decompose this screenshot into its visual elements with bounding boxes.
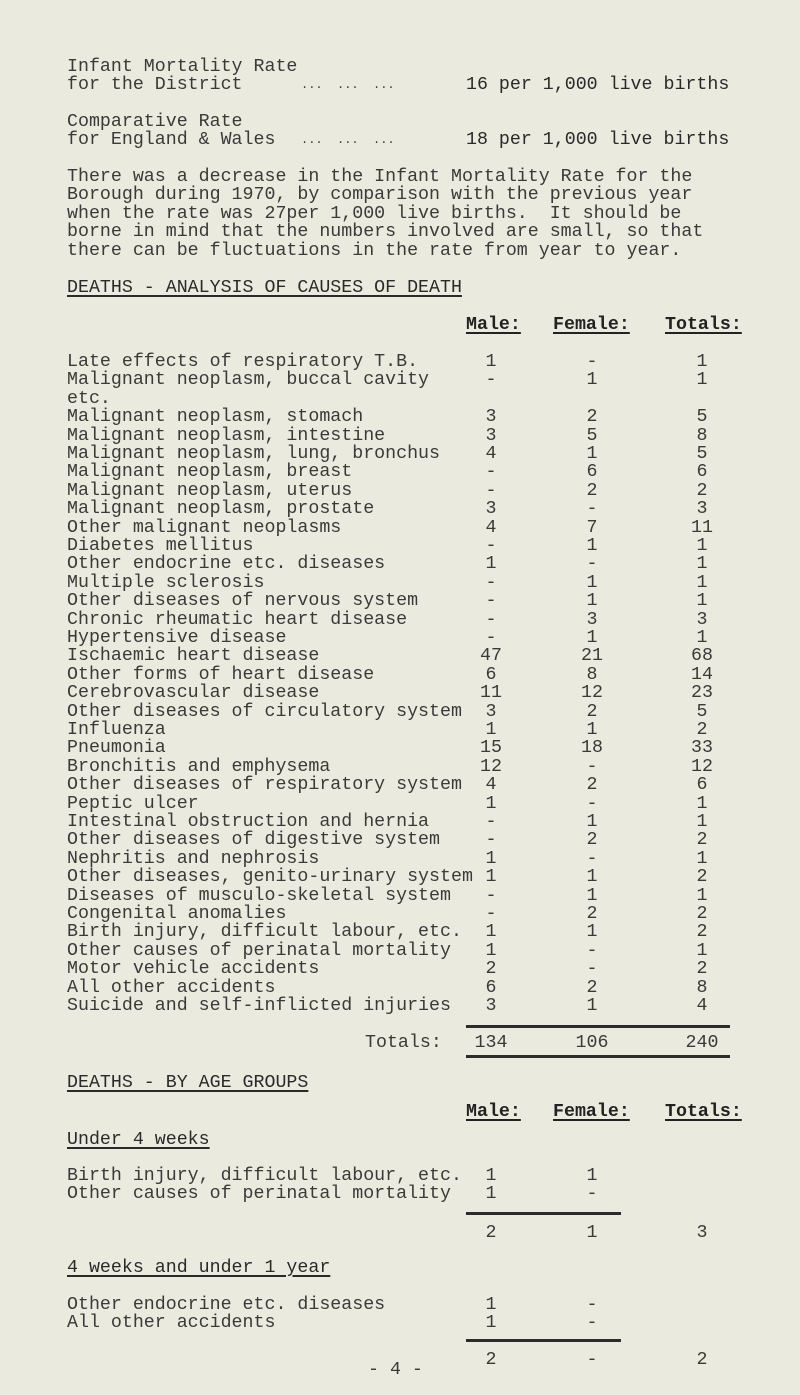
cause-label: Diabetes mellitus [67,536,254,556]
male-count: - [485,591,497,612]
total-count: 5 [696,407,708,428]
male-count: 1 [485,1184,497,1205]
cause-label: Motor vehicle accidents [67,959,320,980]
cause-label: Other diseases of nervous system [67,591,419,612]
cause-label: Other diseases of respiratory system [67,775,462,796]
cause-label: Other malignant neoplasms [67,517,342,538]
total-count: 2 [696,830,708,851]
total-count: 2 [696,480,708,501]
total-count: 1 [696,885,708,906]
cause-label: Other causes of perinatal mortality [67,1184,451,1205]
male-count: 1 [485,867,497,888]
male-count: - [485,885,497,906]
subtotal-male: 2 [485,1350,497,1370]
male-count: - [485,830,497,851]
total-count: 1 [696,352,708,372]
female-count: 3 [586,609,598,630]
cause-label: Other diseases of circulatory system [67,701,462,722]
divider [466,1212,621,1215]
paragraph-line: borne in mind that the numbers involved are small, so that [67,222,704,243]
cause-label-continued: etc. [67,388,111,409]
total-count: 2 [696,904,708,924]
female-count: 2 [586,904,598,924]
subtotal-total: 3 [696,1223,708,1243]
col-header-female: Female: [553,315,630,335]
total-count: 1 [696,628,708,648]
cause-label: Malignant neoplasm, prostate [67,499,375,520]
male-count: - [485,462,497,483]
subtotal-total: 2 [696,1350,708,1370]
female-count: 1 [586,996,598,1016]
total-count: 12 [691,756,713,777]
male-count: 1 [485,720,497,740]
female-count: - [586,554,598,575]
total-count: 2 [696,867,708,888]
total-count: 1 [696,848,708,869]
female-count: 2 [586,407,598,428]
divider [466,1025,730,1028]
causes-heading: DEATHS - ANALYSIS OF CAUSES OF DEATH [67,278,462,298]
female-count: - [586,499,598,520]
male-count: 1 [485,922,497,943]
female-count: 12 [581,683,603,704]
cause-label: Other diseases, genito-urinary system [67,867,473,888]
cause-label: Other endocrine etc. diseases [67,1295,386,1315]
male-count: - [485,812,497,832]
total-count: 2 [696,922,708,943]
female-count: 1 [586,370,598,391]
male-count: 1 [485,793,497,814]
cause-label: Chronic rheumatic heart disease [67,609,408,630]
male-count: 1 [485,848,497,869]
cause-label: Bronchitis and emphysema [67,756,331,777]
total-count: 8 [696,977,708,998]
total-count: 68 [691,646,713,667]
male-count: - [485,370,497,391]
cause-label: Peptic ulcer [67,793,199,814]
cause-label: Cerebrovascular disease [67,683,320,704]
cause-label: Other endocrine etc. diseases [67,554,386,575]
district-rate-label-2: for the District [67,75,243,95]
totals-label: Totals: [365,1033,442,1053]
female-count: 1 [586,591,598,612]
age-group-title: Under 4 weeks [67,1130,210,1150]
total-all: 240 [685,1033,719,1053]
male-count: 2 [485,959,497,980]
cause-label: All other accidents [67,977,276,998]
comparative-rate-label: Comparative Rate [67,112,243,132]
cause-label: Congenital anomalies [67,904,287,924]
col-header-totals: Totals: [665,315,742,335]
male-count: 1 [485,352,497,372]
male-count: 3 [485,701,497,722]
subtotal-male: 2 [485,1223,497,1243]
paragraph-line: There was a decrease in the Infant Mortality Rate for the [67,167,693,187]
male-count: 3 [485,407,497,428]
cause-label: Birth injury, difficult labour, etc. [67,922,462,943]
male-count: 1 [485,940,497,961]
female-count: - [586,848,598,869]
male-count: 1 [485,1313,497,1334]
female-count: 1 [586,720,598,740]
female-count: 5 [586,425,598,446]
total-count: 1 [696,370,708,391]
female-count: - [586,1295,598,1315]
male-count: - [485,609,497,630]
total-count: 3 [696,609,708,630]
female-count: - [586,940,598,961]
district-rate-label: Infant Mortality Rate [67,57,298,77]
female-count: 6 [586,462,598,483]
total-count: 6 [696,462,708,483]
female-count: 2 [586,775,598,796]
cause-label: Ischaemic heart disease [67,646,320,667]
divider [466,1055,730,1058]
male-count: - [485,572,497,593]
cause-label: Malignant neoplasm, uterus [67,480,353,501]
leader-dots: ... ... ... [301,133,395,147]
comparative-rate-label-2: for England & Wales [67,130,276,150]
total-count: 2 [696,720,708,740]
paragraph-line: there can be fluctuations in the rate from year to year. [67,240,682,261]
col-header-male: Male: [466,1102,521,1122]
cause-label: Birth injury, difficult labour, etc. [67,1166,462,1186]
male-count: 4 [485,444,497,464]
cause-label: Malignant neoplasm, breast [67,462,353,483]
male-count: - [485,904,497,924]
cause-label: Malignant neoplasm, lung, bronchus [67,444,440,464]
female-count: 1 [586,885,598,906]
female-count: 1 [586,812,598,832]
total-count: 23 [691,683,713,704]
male-count: 3 [485,425,497,446]
female-count: - [586,1313,598,1334]
cause-label: Other diseases of digestive system [67,830,440,851]
leader-dots: ... ... ... [301,78,395,92]
total-count: 1 [696,812,708,832]
col-header-totals: Totals: [665,1102,742,1122]
cause-label: Hypertensive disease [67,628,287,648]
male-count: 4 [485,517,497,538]
total-count: 1 [696,572,708,593]
female-count: 7 [586,517,598,538]
total-count: 11 [691,517,713,538]
total-count: 3 [696,499,708,520]
district-rate-value: 16 per 1,000 live births [466,75,730,95]
male-count: 1 [485,1295,497,1315]
col-header-male: Male: [466,315,521,335]
total-male: 134 [474,1033,508,1053]
age-groups-heading: DEATHS - BY AGE GROUPS [67,1073,309,1093]
female-count: 1 [586,1166,598,1186]
total-count: 8 [696,425,708,446]
age-group-title: 4 weeks and under 1 year [67,1258,331,1278]
cause-label: Late effects of respiratory T.B. [67,352,419,372]
male-count: 3 [485,499,497,520]
male-count: 12 [480,756,502,777]
subtotal-female: - [586,1350,598,1370]
male-count: 11 [480,683,502,704]
total-count: 1 [696,591,708,612]
total-count: 1 [696,793,708,814]
cause-label: Intestinal obstruction and hernia [67,812,430,832]
total-count: 1 [696,554,708,575]
cause-label: Influenza [67,720,166,740]
female-count: 1 [586,922,598,943]
female-count: 2 [586,480,598,501]
cause-label: Other causes of perinatal mortality [67,940,451,961]
col-header-female: Female: [553,1102,630,1122]
subtotal-female: 1 [586,1223,598,1243]
female-count: 2 [586,701,598,722]
male-count: - [485,480,497,501]
cause-label: Multiple sclerosis [67,572,265,593]
paragraph-line: Borough during 1970, by comparison with the previous year [67,185,693,206]
total-count: 33 [691,738,713,759]
female-count: 21 [581,646,603,667]
cause-label: Suicide and self-inflicted injuries [67,996,451,1016]
total-count: 2 [696,959,708,980]
female-count: 2 [586,977,598,998]
female-count: - [586,352,598,372]
female-count: - [586,959,598,980]
male-count: 6 [485,977,497,998]
total-count: 1 [696,940,708,961]
female-count: 1 [586,572,598,593]
female-count: 1 [586,536,598,556]
paragraph-line: when the rate was 27per 1,000 live births. It should be [67,203,682,224]
cause-label: Diseases of musculo-skeletal system [67,885,451,906]
male-count: 1 [485,1166,497,1186]
cause-label: Malignant neoplasm, buccal cavity [67,370,430,391]
cause-label: All other accidents [67,1313,276,1334]
male-count: 47 [480,646,502,667]
total-count: 4 [696,996,708,1016]
page-number: - 4 - [368,1360,423,1380]
female-count: 2 [586,830,598,851]
cause-label: Malignant neoplasm, stomach [67,407,364,428]
male-count: 6 [485,664,497,685]
cause-label: Nephritis and nephrosis [67,848,320,869]
total-count: 1 [696,536,708,556]
total-female: 106 [575,1033,609,1053]
female-count: - [586,793,598,814]
total-count: 6 [696,775,708,796]
female-count: - [586,1184,598,1205]
male-count: 1 [485,554,497,575]
male-count: - [485,628,497,648]
total-count: 5 [696,701,708,722]
comparative-rate-value: 18 per 1,000 live births [466,130,730,150]
female-count: 18 [581,738,603,759]
cause-label: Pneumonia [67,738,166,759]
male-count: 15 [480,738,502,759]
cause-label: Malignant neoplasm, intestine [67,425,386,446]
total-count: 5 [696,444,708,464]
female-count: 1 [586,444,598,464]
male-count: 3 [485,996,497,1016]
female-count: 1 [586,867,598,888]
female-count: - [586,756,598,777]
female-count: 1 [586,628,598,648]
cause-label: Other forms of heart disease [67,664,375,685]
male-count: 4 [485,775,497,796]
divider [466,1339,621,1342]
total-count: 14 [691,664,713,685]
female-count: 8 [586,664,598,685]
male-count: - [485,536,497,556]
